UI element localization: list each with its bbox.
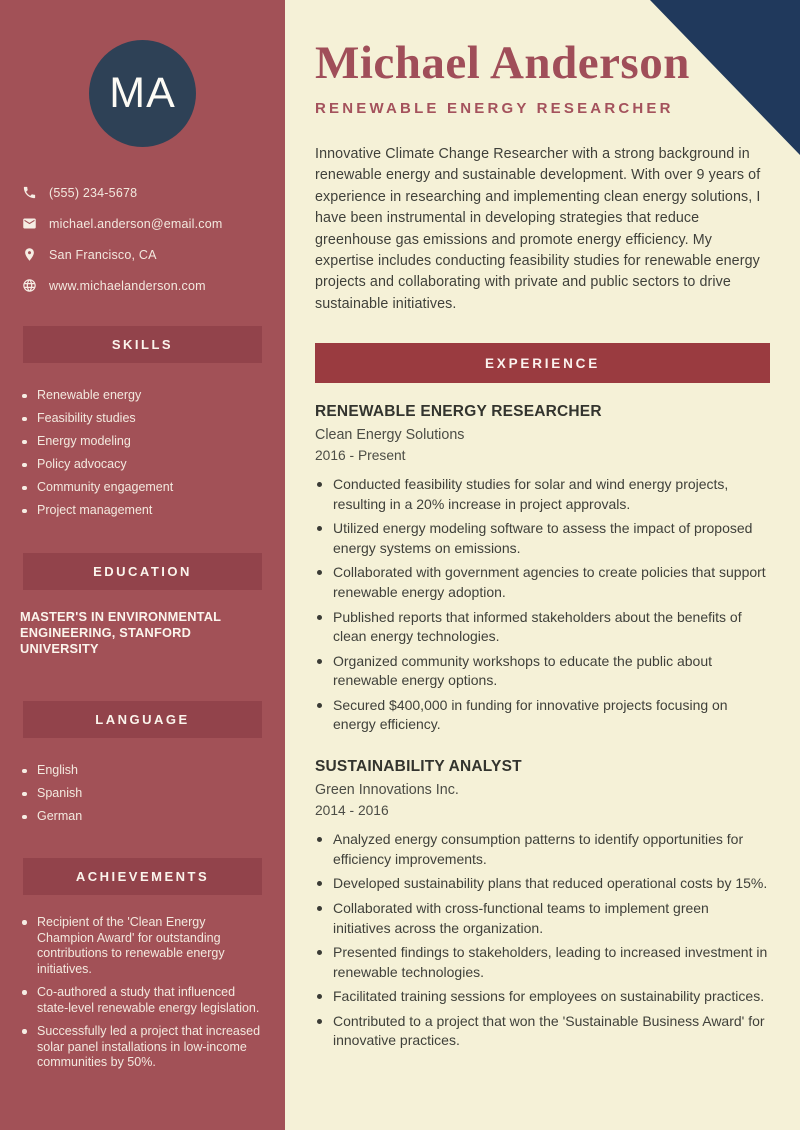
language-item: German [22,810,285,823]
experience-section-header [315,343,770,383]
contact-row-location [22,247,285,262]
phone-number: (555) 234-5678 [49,185,138,200]
language-list [22,764,285,823]
job-entry [315,758,770,1050]
achievements-section-header [23,858,262,895]
email-address: michael.anderson@email.com [49,216,223,231]
location-text: San Francisco, CA [49,247,157,262]
skill-item: Feasibility studies [22,412,285,425]
candidate-title: RENEWABLE ENERGY RESEARCHER [315,100,674,117]
experience-section-title: EXPERIENCE [484,355,601,371]
job-bullet: Conducted feasibility studies for solar and wind energy projects, resulting in a 20% increase in project approvals. [315,475,770,514]
job-company: Green Innovations Inc. [315,782,459,799]
avatar [89,40,196,147]
main-content [285,0,800,1130]
avatar-initials: MA [109,69,176,117]
language-item: Spanish [22,787,285,800]
job-dates: 2016 - Present [315,448,406,464]
job-dates: 2014 - 2016 [315,803,389,819]
job-bullet: Organized community workshops to educate the public about renewable energy options. [315,652,770,691]
website-url: www.michaelanderson.com [49,278,206,293]
language-section-title: LANGUAGE [95,712,190,727]
job-bullet: Utilized energy modeling software to assess the impact of proposed energy systems on emissions. [315,519,770,558]
achievement-item: Successfully led a project that increased solar panel installations in low-income communities by 50%. [22,1024,264,1071]
language-section-header [23,701,262,738]
achievements-section-title: ACHIEVEMENTS [75,869,210,884]
education-degree-text: MASTER'S IN ENVIRONMENTAL ENGINEERING, STANFORD UNIVERSITY [20,609,221,656]
contact-block [22,185,285,293]
job-bullet: Analyzed energy consumption patterns to identify opportunities for efficiency improvements. [315,830,770,869]
skill-item: Energy modeling [22,435,285,448]
job-bullet: Collaborated with cross-functional teams to implement green initiatives across the organization. [315,899,770,938]
achievements-list [22,915,285,1071]
sidebar [0,0,285,1130]
profile-summary: Innovative Climate Change Researcher with a strong background in renewable energy and sustainable development. With over 9 years of experience in researching and implementing clean energy solutions, I have been instrumental in developing strategies that reduce greenhouse gas emissions and promote energy efficiency. My expertise includes conducting feasibility studies for renewable energy projects and collaborating with private and public sectors to drive sustainable initiatives. [315,146,761,312]
email-icon [22,216,37,231]
skills-section-title: SKILLS [111,337,174,352]
job-title: RENEWABLE ENERGY RESEARCHER [315,403,602,421]
skill-item: Community engagement [22,481,285,494]
candidate-name: Michael Anderson [315,37,690,89]
skills-list [22,389,285,517]
avatar-container [0,40,285,147]
job-bullet: Contributed to a project that won the 'Sustainable Business Award' for innovative practices. [315,1012,770,1051]
skill-item: Renewable energy [22,389,285,402]
job-entry [315,403,770,734]
skills-section-header [23,326,262,363]
contact-row-email [22,216,285,231]
job-bullet: Facilitated training sessions for employees on sustainability practices. [315,987,770,1006]
job-bullet-list [315,830,770,1050]
education-section-title: EDUCATION [93,564,192,579]
achievement-item: Co-authored a study that influenced state-level renewable energy legislation. [22,985,264,1016]
website-icon [22,278,37,293]
job-company: Clean Energy Solutions [315,427,465,444]
job-bullet: Secured $400,000 in funding for innovative projects focusing on energy efficiency. [315,696,770,735]
skill-item: Policy advocacy [22,458,285,471]
job-title: SUSTAINABILITY ANALYST [315,758,522,776]
contact-row-phone [22,185,285,200]
job-bullet: Developed sustainability plans that reduced operational costs by 15%. [315,874,770,893]
location-icon [22,247,37,262]
phone-icon [22,185,37,200]
job-bullet: Published reports that informed stakeholders about the benefits of clean energy technologies. [315,608,770,647]
skill-item: Project management [22,504,285,517]
job-bullet-list [315,475,770,734]
contact-row-website [22,278,285,293]
job-bullet: Collaborated with government agencies to create policies that support renewable energy adoption. [315,563,770,602]
achievement-item: Recipient of the 'Clean Energy Champion Award' for outstanding contributions to renewable energy initiatives. [22,915,264,977]
job-bullet: Presented findings to stakeholders, leading to increased investment in renewable technologies. [315,943,770,982]
language-item: English [22,764,285,777]
education-section-header [23,553,262,590]
